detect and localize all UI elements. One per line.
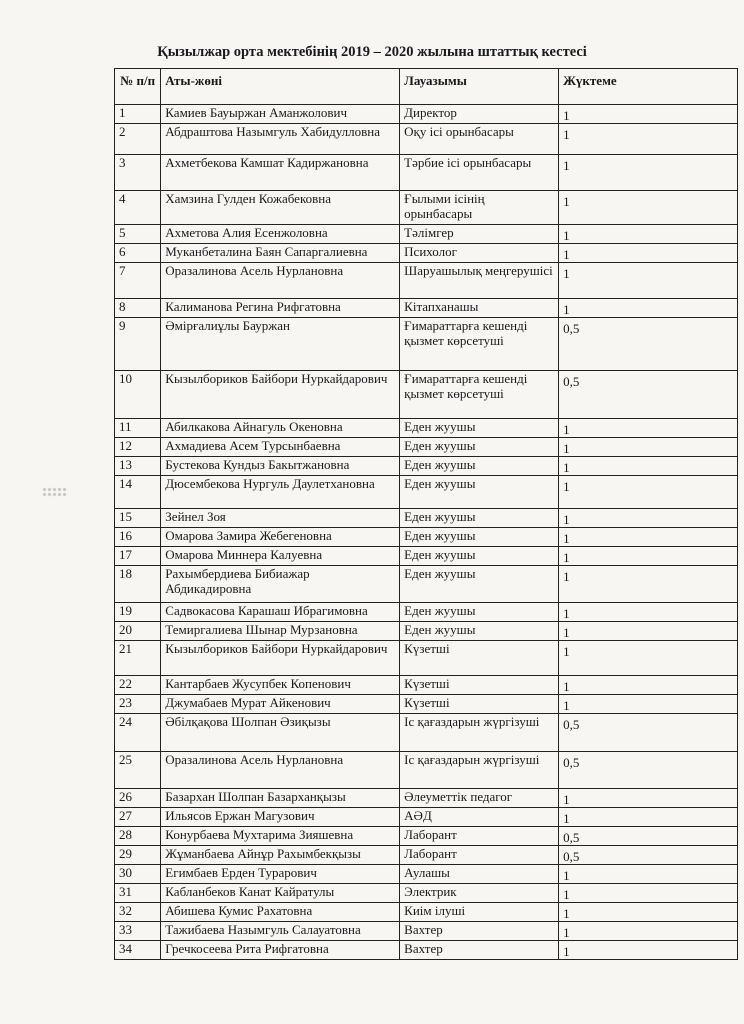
cell-load: [559, 641, 738, 676]
scan-speck: [42, 487, 68, 497]
table-row: [115, 922, 738, 941]
cell-position: Ғимараттарға кешенді қызмет көрсетуші: [400, 318, 559, 371]
cell-position: Шаруашылық меңгерушісі: [400, 263, 559, 299]
load-value: 1: [563, 925, 570, 940]
load-value: 1: [563, 625, 570, 640]
load-value: 1: [563, 868, 570, 883]
cell-name: Әбілқақова Шолпан Әзиқызы: [161, 714, 400, 752]
cell-position: Күзетші: [400, 676, 559, 695]
cell-position: Киім ілуші: [400, 903, 559, 922]
cell-load: [559, 318, 738, 371]
cell-name: Оразалинова Асель Нурлановна: [161, 263, 400, 299]
cell-position: Әлеуметтік педагог: [400, 789, 559, 808]
cell-load: [559, 191, 738, 225]
load-value: 1: [563, 811, 570, 826]
table-row: [115, 438, 738, 457]
cell-load: [559, 299, 738, 318]
cell-load: [559, 124, 738, 155]
cell-num: 10: [115, 371, 161, 419]
cell-position: Күзетші: [400, 641, 559, 676]
cell-load: [559, 547, 738, 566]
table-row: [115, 457, 738, 476]
cell-load: [559, 438, 738, 457]
table-row: [115, 244, 738, 263]
cell-num: 19: [115, 603, 161, 622]
cell-name: Абдраштова Назымгуль Хабидулловна: [161, 124, 400, 155]
cell-num: 6: [115, 244, 161, 263]
cell-load: [559, 371, 738, 419]
table-row: [115, 903, 738, 922]
cell-num: 22: [115, 676, 161, 695]
cell-load: [559, 476, 738, 509]
load-value: 1: [563, 266, 570, 281]
cell-num: 12: [115, 438, 161, 457]
cell-load: [559, 846, 738, 865]
load-value: 1: [563, 792, 570, 807]
table-row: [115, 566, 738, 603]
cell-position: Тәрбие ісі орынбасары: [400, 155, 559, 191]
table-row: [115, 124, 738, 155]
cell-position: Оқу ісі орынбасары: [400, 124, 559, 155]
cell-name: Кызылбориков Байбори Нуркайдарович: [161, 371, 400, 419]
cell-name: Джумабаев Мурат Айкенович: [161, 695, 400, 714]
cell-num: 18: [115, 566, 161, 603]
cell-name: Егимбаев Ерден Турарович: [161, 865, 400, 884]
table-row: [115, 528, 738, 547]
staff-table: [114, 68, 738, 960]
cell-name: Әмірғалиұлы Бауржан: [161, 318, 400, 371]
cell-position: Еден жуушы: [400, 566, 559, 603]
cell-load: [559, 941, 738, 960]
table-row: [115, 191, 738, 225]
cell-name: Рахымбердиева Бибиажар Абдикадировна: [161, 566, 400, 603]
cell-num: 25: [115, 752, 161, 789]
cell-load: [559, 105, 738, 124]
load-value: 0,5: [563, 374, 580, 389]
cell-load: [559, 789, 738, 808]
load-value: 1: [563, 108, 570, 123]
cell-num: 5: [115, 225, 161, 244]
cell-name: Хамзина Гулден Кожабековна: [161, 191, 400, 225]
load-value: 1: [563, 194, 570, 209]
cell-position: Еден жуушы: [400, 547, 559, 566]
cell-name: Ахметова Алия Есенжоловна: [161, 225, 400, 244]
load-value: 1: [563, 644, 570, 659]
table-header-row: [115, 69, 738, 105]
cell-num: 14: [115, 476, 161, 509]
page-title: Қызылжар орта мектебінің 2019 – 2020 жылына штаттық кестесі: [157, 44, 587, 60]
cell-load: [559, 225, 738, 244]
table-row: [115, 318, 738, 371]
cell-position: Іс қағаздарын жүргізуші: [400, 714, 559, 752]
cell-position: Еден жуушы: [400, 438, 559, 457]
cell-name: Жұманбаева Айнұр Рахымбекқызы: [161, 846, 400, 865]
table-row: [115, 846, 738, 865]
cell-load: [559, 457, 738, 476]
table-row: [115, 808, 738, 827]
cell-position: Лаборант: [400, 827, 559, 846]
table-row: [115, 884, 738, 903]
cell-position: АӘД: [400, 808, 559, 827]
cell-name: Базархан Шолпан Базарханқызы: [161, 789, 400, 808]
load-value: 1: [563, 944, 570, 959]
cell-name: Кантарбаев Жусупбек Копенович: [161, 676, 400, 695]
table-row: [115, 155, 738, 191]
load-value: 1: [563, 127, 570, 142]
load-value: 1: [563, 906, 570, 921]
cell-position: Ғимараттарға кешенді қызмет көрсетуші: [400, 371, 559, 419]
load-value: 1: [563, 698, 570, 713]
cell-position: Іс қағаздарын жүргізуші: [400, 752, 559, 789]
table-row: [115, 371, 738, 419]
cell-num: 13: [115, 457, 161, 476]
table-row: [115, 603, 738, 622]
cell-load: [559, 903, 738, 922]
cell-num: 16: [115, 528, 161, 547]
cell-load: [559, 155, 738, 191]
load-value: 1: [563, 460, 570, 475]
table-row: [115, 752, 738, 789]
cell-num: 30: [115, 865, 161, 884]
cell-name: Бустекова Кундыз Бакытжановна: [161, 457, 400, 476]
cell-position: Ғылыми ісінің орынбасары: [400, 191, 559, 225]
cell-position: Психолог: [400, 244, 559, 263]
cell-load: [559, 528, 738, 547]
cell-load: [559, 509, 738, 528]
load-value: 1: [563, 550, 570, 565]
cell-num: 20: [115, 622, 161, 641]
cell-name: Камиев Бауыржан Аманжолович: [161, 105, 400, 124]
header-position: Лауазымы: [400, 69, 559, 105]
table-row: [115, 865, 738, 884]
cell-num: 31: [115, 884, 161, 903]
cell-name: Гречкосеева Рита Рифгатовна: [161, 941, 400, 960]
cell-load: [559, 752, 738, 789]
table-row: [115, 695, 738, 714]
cell-position: Еден жуушы: [400, 528, 559, 547]
cell-load: [559, 263, 738, 299]
cell-name: Темиргалиева Шынар Мурзановна: [161, 622, 400, 641]
table-row: [115, 263, 738, 299]
cell-load: [559, 922, 738, 941]
cell-position: Еден жуушы: [400, 509, 559, 528]
cell-num: 34: [115, 941, 161, 960]
cell-name: Кызылбориков Байбори Нуркайдарович: [161, 641, 400, 676]
cell-name: Кабланбеков Канат Кайратулы: [161, 884, 400, 903]
cell-load: [559, 714, 738, 752]
cell-position: Тәлімгер: [400, 225, 559, 244]
load-value: 1: [563, 302, 570, 317]
cell-position: Еден жуушы: [400, 603, 559, 622]
cell-load: [559, 566, 738, 603]
load-value: 0,5: [563, 755, 580, 770]
table-row: [115, 299, 738, 318]
cell-position: Еден жуушы: [400, 457, 559, 476]
header-name: Аты-жөні: [161, 69, 400, 105]
table-row: [115, 476, 738, 509]
cell-name: Садвокасова Карашаш Ибрагимовна: [161, 603, 400, 622]
cell-num: 21: [115, 641, 161, 676]
cell-num: 26: [115, 789, 161, 808]
cell-name: Конурбаева Мухтарима Зияшевна: [161, 827, 400, 846]
cell-name: Муканбеталина Баян Сапаргалиевна: [161, 244, 400, 263]
table-row: [115, 225, 738, 244]
cell-num: 15: [115, 509, 161, 528]
cell-load: [559, 865, 738, 884]
cell-name: Ильясов Ержан Магузович: [161, 808, 400, 827]
load-value: 0,5: [563, 717, 580, 732]
table-row: [115, 547, 738, 566]
cell-name: Ахмадиева Асем Турсынбаевна: [161, 438, 400, 457]
cell-position: Вахтер: [400, 941, 559, 960]
cell-load: [559, 419, 738, 438]
load-value: 0,5: [563, 849, 580, 864]
table-row: [115, 105, 738, 124]
cell-position: Еден жуушы: [400, 622, 559, 641]
cell-name: Зейнел Зоя: [161, 509, 400, 528]
cell-num: 32: [115, 903, 161, 922]
cell-num: 24: [115, 714, 161, 752]
table-row: [115, 641, 738, 676]
cell-name: Омарова Миннера Калуевна: [161, 547, 400, 566]
cell-num: 3: [115, 155, 161, 191]
cell-name: Дюсембекова Нургуль Даулетхановна: [161, 476, 400, 509]
cell-name: Абилкакова Айнагуль Океновна: [161, 419, 400, 438]
table-row: [115, 622, 738, 641]
cell-position: Күзетші: [400, 695, 559, 714]
load-value: 1: [563, 247, 570, 262]
table-row: [115, 714, 738, 752]
load-value: 1: [563, 887, 570, 902]
load-value: 1: [563, 158, 570, 173]
cell-name: Оразалинова Асель Нурлановна: [161, 752, 400, 789]
header-load: Жүктеме: [559, 69, 738, 105]
cell-name: Ахметбекова Камшат Кадиржановна: [161, 155, 400, 191]
cell-num: 33: [115, 922, 161, 941]
load-value: 1: [563, 422, 570, 437]
cell-position: Электрик: [400, 884, 559, 903]
cell-position: Аулашы: [400, 865, 559, 884]
cell-num: 4: [115, 191, 161, 225]
cell-load: [559, 827, 738, 846]
cell-num: 8: [115, 299, 161, 318]
load-value: 1: [563, 606, 570, 621]
cell-num: 11: [115, 419, 161, 438]
cell-load: [559, 884, 738, 903]
cell-num: 17: [115, 547, 161, 566]
load-value: 1: [563, 512, 570, 527]
cell-load: [559, 603, 738, 622]
cell-name: Омарова Замира Жебегеновна: [161, 528, 400, 547]
table-body: [115, 105, 738, 960]
cell-num: 27: [115, 808, 161, 827]
cell-load: [559, 244, 738, 263]
load-value: 1: [563, 679, 570, 694]
cell-position: Вахтер: [400, 922, 559, 941]
cell-num: 1: [115, 105, 161, 124]
table-row: [115, 676, 738, 695]
load-value: 1: [563, 441, 570, 456]
load-value: 0,5: [563, 321, 580, 336]
cell-num: 29: [115, 846, 161, 865]
cell-num: 23: [115, 695, 161, 714]
cell-num: 9: [115, 318, 161, 371]
cell-position: Лаборант: [400, 846, 559, 865]
load-value: 1: [563, 569, 570, 584]
cell-name: Калиманова Регина Рифгатовна: [161, 299, 400, 318]
cell-load: [559, 622, 738, 641]
cell-position: Кітапханашы: [400, 299, 559, 318]
cell-num: 2: [115, 124, 161, 155]
table-row: [115, 789, 738, 808]
cell-position: Директор: [400, 105, 559, 124]
cell-load: [559, 695, 738, 714]
load-value: 1: [563, 479, 570, 494]
cell-num: 28: [115, 827, 161, 846]
load-value: 0,5: [563, 830, 580, 845]
table-row: [115, 827, 738, 846]
load-value: 1: [563, 228, 570, 243]
table-row: [115, 509, 738, 528]
cell-position: Еден жуушы: [400, 476, 559, 509]
table-row: [115, 941, 738, 960]
cell-num: 7: [115, 263, 161, 299]
table-row: [115, 419, 738, 438]
header-num: № п/п: [115, 69, 161, 105]
cell-name: Абишева Кумис Рахатовна: [161, 903, 400, 922]
cell-load: [559, 676, 738, 695]
cell-load: [559, 808, 738, 827]
cell-name: Тажибаева Назымгуль Салауатовна: [161, 922, 400, 941]
cell-position: Еден жуушы: [400, 419, 559, 438]
load-value: 1: [563, 531, 570, 546]
